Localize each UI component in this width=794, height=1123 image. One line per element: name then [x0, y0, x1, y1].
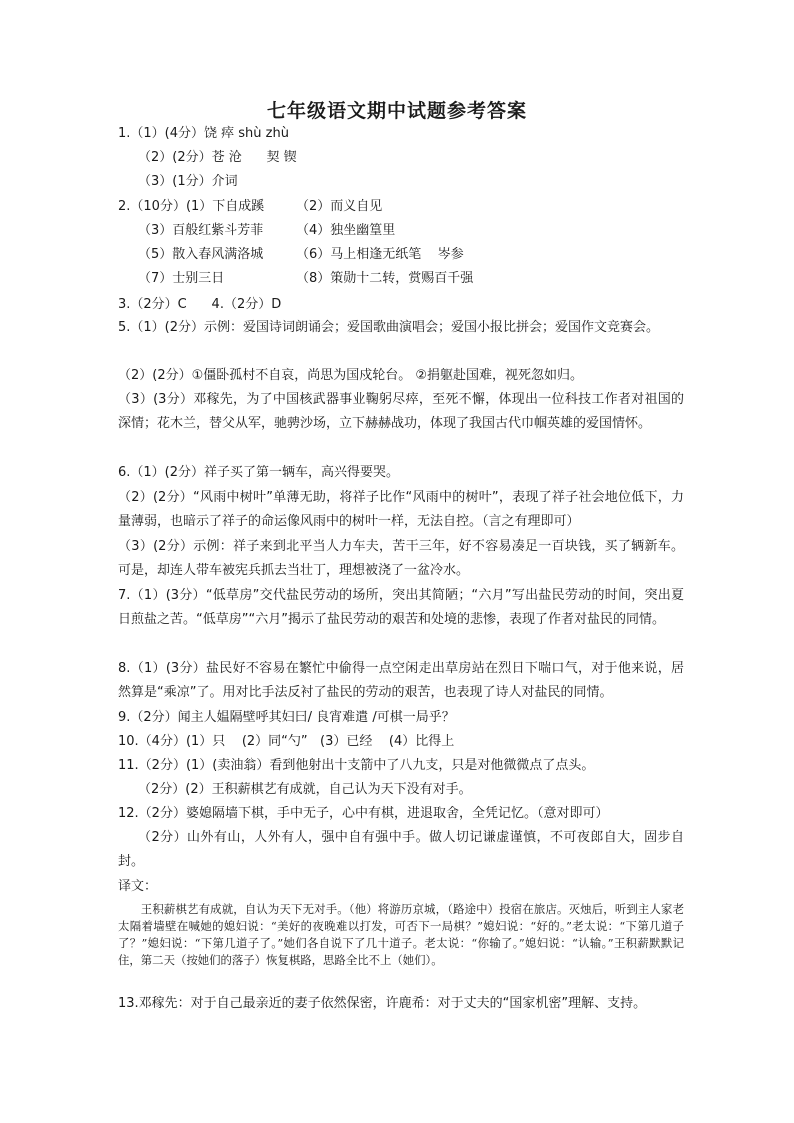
q2-row2-left: （3）百般红紫斗芳菲	[138, 223, 264, 238]
q5-part1: 5.（1）(2分）示例：爱国诗词朗诵会；爱国歌曲演唱会；爱国小报比拼会；爱国作文竞赛会。	[118, 320, 660, 335]
q2-row4-right: （8）策勋十二转，赏赐百千强	[296, 271, 474, 286]
q1-part1: 1.（1）(4分）饶 瘁 shù zhù	[118, 126, 289, 141]
q1-part3: （3）(1分）介词	[138, 174, 238, 189]
q11-part2: （2分）(2）王积薪棋艺有成就，自己认为天下没有对手。	[138, 782, 472, 797]
q6-part1: 6.（1）(2分）祥子买了第一辆车，高兴得要哭。	[118, 465, 400, 480]
q1-part2: （2）(2分）苍 沧 契 锲	[138, 150, 297, 165]
q12-part2: （2分）山外有山，人外有人，强中自有强中手。做人切记谦虚谨慎，不可夜郎自大，固步自封。	[118, 830, 684, 869]
document-title: 七年级语文期中试题参考答案	[266, 100, 527, 122]
q2-row1-left: 2.（10分）(1）下自成蹊	[118, 199, 265, 214]
translation-text: 王积薪棋艺有成就，自认为天下无对手。（他）将游历京城，（路途中）投宿在旅店。灭烛后，听到主人家老太隔着墙壁在喊她的媳妇说：“美好的夜晚难以打发，可否下一局棋？”媳妇说：“好的。”老太说：“下第几道子了？”媳妇说：“下第几道子了。”她们各自说下了几十道子。老太说：“你输了。”媳妇说：“认输。”王积薪默默记住，第二天（按她们的落子）恢复棋路，思路全比不上（她们）。	[118, 902, 684, 967]
q2-row4-left: （7）士别三日	[138, 271, 225, 286]
translation-label: 译文：	[118, 879, 158, 894]
q2-row1-right: （2）而义自见	[296, 199, 383, 214]
q11-part1: 11.（2分）(1）(卖油翁）看到他射出十支箭中了八九支，只是对他微微点了点头。	[118, 758, 595, 773]
q9-answer: 9.（2分）闻主人媪隔壁呼其妇曰/ 良宵难遣 /可棋一局乎？	[118, 710, 455, 725]
q8-answer: 8.（1）(3分）盐民好不容易在繁忙中偷得一点空闲走出草房站在烈日下喘口气，对于他来说，居然算是“乘凉”了。用对比手法反衬了盐民的劳动的艰苦，也表现了诗人对盐民的同情。	[118, 661, 684, 700]
q5-part2: （2）(2分）①僵卧孤村不自哀，尚思为国戍轮台。 ②捐躯赴国难，视死忽如归。	[118, 368, 584, 383]
q13-answer: 13.邓稼先：对于自己最亲近的妻子依然保密，许鹿希：对于丈夫的“国家机密”理解、支持。	[118, 996, 647, 1011]
q5-part3: （3）(3分）邓稼先，为了中国核武器事业鞠躬尽瘁，至死不懈，体现出一位科技工作者对祖国的深情；花木兰，替父从军，驰骋沙场，立下赫赫战功，体现了我国古代巾帼英雄的爱国情怀。	[118, 392, 684, 431]
q12-part1: 12.（2分）婆媳隔墙下棋，手中无子，心中有棋，进退取舍，全凭记忆。（意对即可）	[118, 806, 609, 821]
q7-answer: 7.（1）(3分）“低草房”交代盐民劳动的场所，突出其简陋；“六月”写出盐民劳动的时间，突出夏日煎盐之苦。“低草房”“六月”揭示了盐民劳动的艰苦和处境的悲惨，表现了作者对盐民的同情。	[118, 588, 684, 627]
q6-part2: （2）(2分）“风雨中树叶”单薄无助，将祥子比作“风雨中的树叶”，表现了祥子社会地位低下，力量薄弱，也暗示了祥子的命运像风雨中的树叶一样，无法自控。（言之有理即可）	[118, 490, 684, 529]
q10-answer: 10.（4分）(1）只 (2）同“勺” (3）已经 (4）比得上	[118, 734, 455, 749]
q2-row3-right: （6）马上相逢无纸笔 岑参	[296, 247, 464, 262]
q3-q4-answer: 3.（2分）C 4.（2分）D	[118, 297, 282, 312]
q2-row2-right: （4）独坐幽篁里	[296, 223, 396, 238]
q6-part3: （3）(2分）示例：祥子来到北平当人力车夫，苦干三年，好不容易凑足一百块钱，买了辆新车。可是，却连人带车被宪兵抓去当壮丁，理想被浇了一盆冷水。	[118, 539, 684, 578]
q2-row3-left: （5）散入春风满洛城	[138, 247, 264, 262]
